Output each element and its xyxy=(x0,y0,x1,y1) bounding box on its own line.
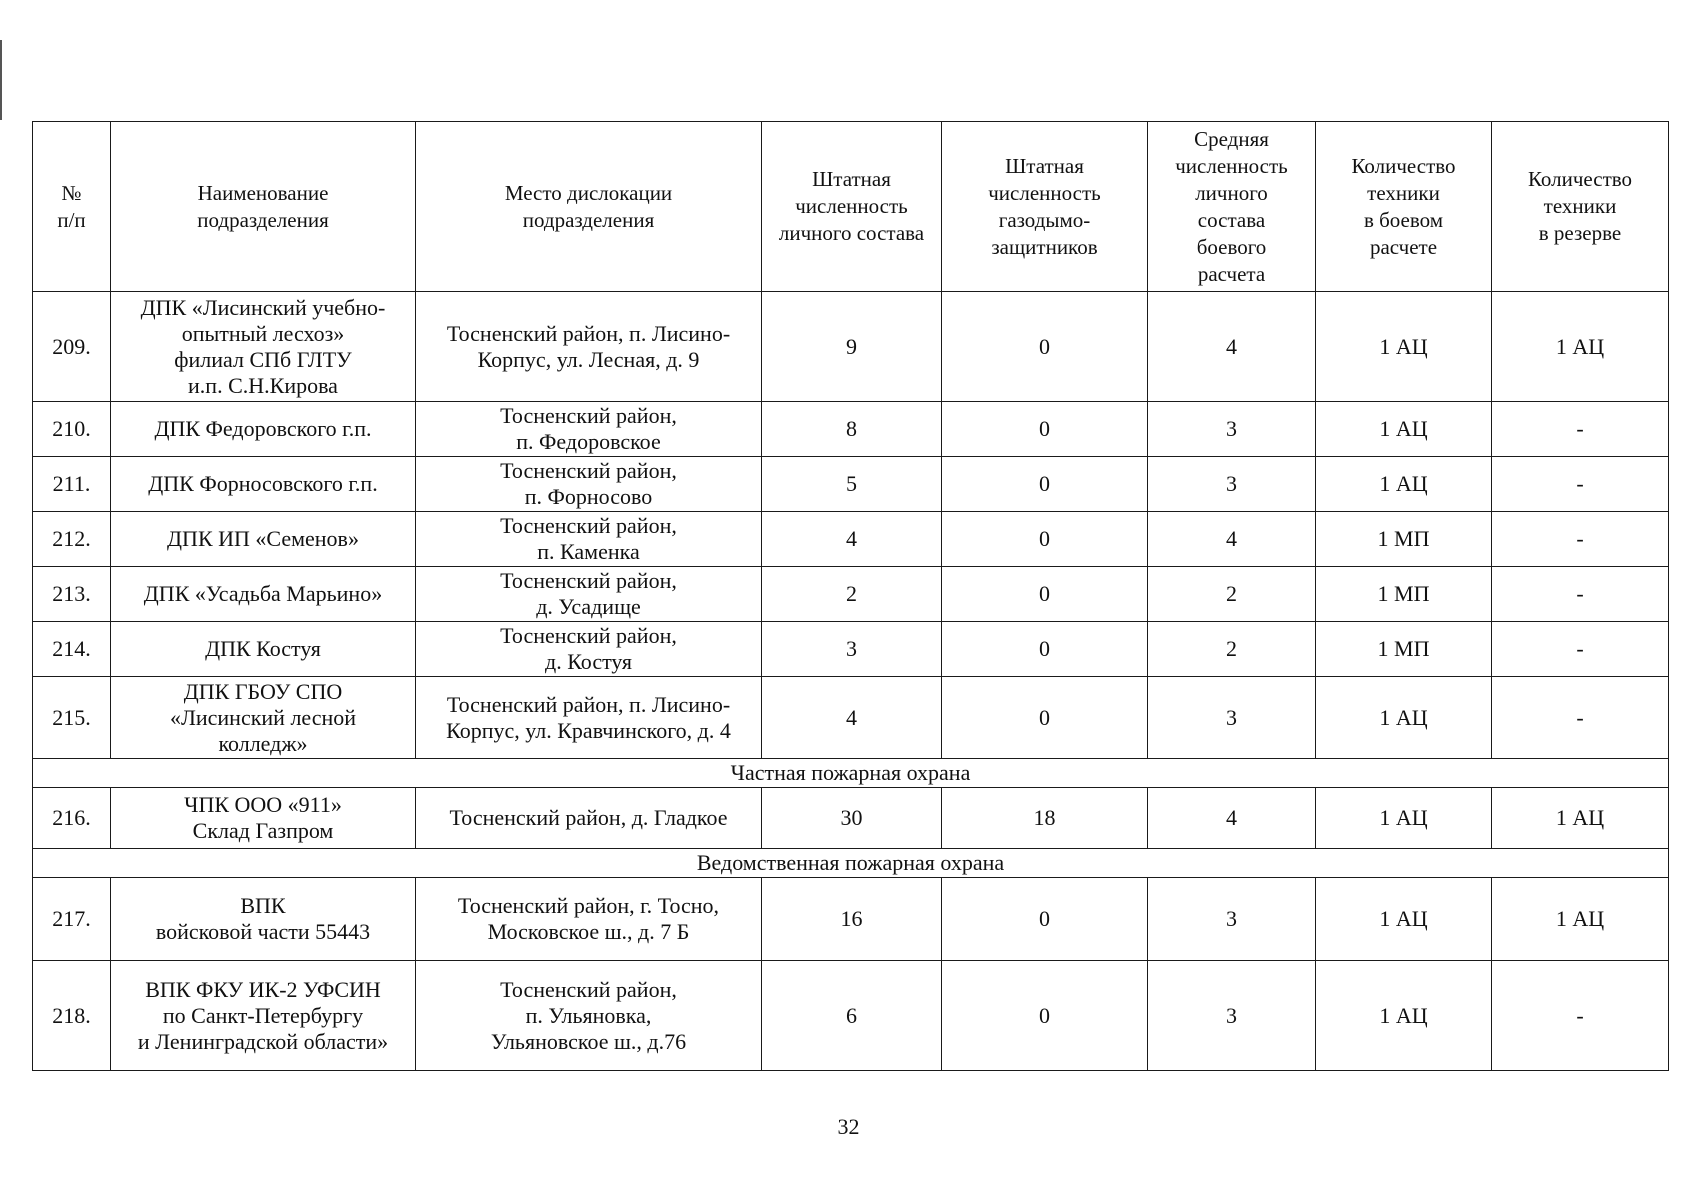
staff-count: 3 xyxy=(762,622,942,677)
unit-location-line: Тосненский район, xyxy=(500,458,677,483)
unit-location-line: Тосненский район, д. Гладкое xyxy=(449,805,728,830)
row-number: 217. xyxy=(33,878,111,961)
reserve-equipment: - xyxy=(1492,677,1669,759)
section-departmental-title: Ведомственная пожарная охрана xyxy=(33,849,1669,878)
staff-count: 4 xyxy=(762,677,942,759)
avg-crew-count: 3 xyxy=(1148,457,1316,512)
header-line: техники xyxy=(1367,180,1440,205)
unit-location-line: Корпус, ул. Лесная, д. 9 xyxy=(477,346,700,372)
staff-count: 5 xyxy=(762,457,942,512)
reserve-equipment: 1 АЦ xyxy=(1492,788,1669,849)
header-staff xyxy=(762,122,942,292)
unit-location xyxy=(416,878,762,961)
unit-location xyxy=(416,292,762,402)
combat-equipment: 1 АЦ xyxy=(1316,788,1492,849)
table-row xyxy=(33,292,1669,402)
row-number: 213. xyxy=(33,567,111,622)
unit-name-line: и Ленинградской области» xyxy=(137,1028,389,1054)
unit-location xyxy=(416,512,762,567)
section-departmental-row xyxy=(33,849,1669,878)
reserve-equipment: - xyxy=(1492,402,1669,457)
header-line: подразделения xyxy=(197,207,329,232)
header-location xyxy=(416,122,762,292)
header-line: подразделения xyxy=(522,207,655,232)
row-number: 211. xyxy=(33,457,111,512)
gas-protector-count: 0 xyxy=(942,677,1148,759)
staff-count: 2 xyxy=(762,567,942,622)
unit-location xyxy=(416,961,762,1071)
avg-crew-count: 2 xyxy=(1148,622,1316,677)
unit-location-line: Тосненский район, xyxy=(500,623,677,648)
header-line: Количество xyxy=(1351,153,1456,178)
header-combat-equipment xyxy=(1316,122,1492,292)
combat-equipment: 1 МП xyxy=(1316,622,1492,677)
unit-location-line: Тосненский район, п. Лисино- xyxy=(446,320,731,346)
header-line: в боевом xyxy=(1363,207,1444,232)
combat-equipment: 1 МП xyxy=(1316,512,1492,567)
unit-location-line: п. Каменка xyxy=(537,539,640,564)
header-line: № xyxy=(61,180,82,205)
header-line: расчета xyxy=(1197,261,1266,286)
gas-protector-count: 18 xyxy=(942,788,1148,849)
header-line: личного состава xyxy=(778,221,925,245)
row-number: 215. xyxy=(33,677,111,759)
staff-count: 16 xyxy=(762,878,942,961)
unit-name-line: ВПК xyxy=(240,893,286,918)
unit-name xyxy=(111,961,416,1071)
unit-name-line: войсковой части 55443 xyxy=(155,919,371,944)
unit-name-line: ДПК Форносовского г.п. xyxy=(148,471,378,496)
unit-location-line: Московское ш., д. 7 Б xyxy=(487,919,690,944)
staff-count: 30 xyxy=(762,788,942,849)
unit-location-line: п. Ульяновка, xyxy=(525,1002,652,1028)
unit-name xyxy=(111,292,416,402)
gas-protector-count: 0 xyxy=(942,961,1148,1071)
unit-location-line: Тосненский район, xyxy=(500,568,677,593)
combat-equipment: 1 МП xyxy=(1316,567,1492,622)
row-number: 210. xyxy=(33,402,111,457)
staff-count: 9 xyxy=(762,292,942,402)
unit-location-line: Ульяновское ш., д.76 xyxy=(490,1028,687,1054)
gas-protector-count: 0 xyxy=(942,457,1148,512)
unit-location-line: Тосненский район, п. Лисино- xyxy=(446,691,731,717)
header-line: п/п xyxy=(57,207,86,232)
reserve-equipment: - xyxy=(1492,512,1669,567)
unit-name-line: ЧПК ООО «911» xyxy=(184,792,342,817)
header-gas-protectors xyxy=(942,122,1148,292)
gas-protector-count: 0 xyxy=(942,512,1148,567)
header-line: численность xyxy=(988,180,1101,205)
header-line: состава xyxy=(1197,207,1266,232)
unit-location xyxy=(416,622,762,677)
header-line: численность xyxy=(1175,153,1288,178)
header-number xyxy=(33,122,111,292)
reserve-equipment: - xyxy=(1492,622,1669,677)
unit-location-line: Тосненский район, xyxy=(500,976,677,1002)
header-line: Штатная xyxy=(1005,153,1084,178)
page-number: 32 xyxy=(837,1114,860,1139)
scan-edge-mark xyxy=(0,40,2,120)
reserve-equipment: 1 АЦ xyxy=(1492,292,1669,402)
combat-equipment: 1 АЦ xyxy=(1316,961,1492,1071)
row-number: 216. xyxy=(33,788,111,849)
header-line: защитников xyxy=(991,234,1098,259)
avg-crew-count: 3 xyxy=(1148,402,1316,457)
unit-location-line: п. Форносово xyxy=(524,484,653,509)
unit-name-line: ДПК «Усадьба Марьино» xyxy=(143,581,383,606)
avg-crew-count: 2 xyxy=(1148,567,1316,622)
unit-name-line: ДПК Костуя xyxy=(205,636,321,661)
unit-name xyxy=(111,457,416,512)
table-row xyxy=(33,512,1669,567)
combat-equipment: 1 АЦ xyxy=(1316,677,1492,759)
unit-name xyxy=(111,788,416,849)
table-row xyxy=(33,878,1669,961)
staff-count: 4 xyxy=(762,512,942,567)
table-row xyxy=(33,622,1669,677)
header-avg-combat-crew xyxy=(1148,122,1316,292)
header-line: Место дислокации xyxy=(504,180,673,205)
unit-location xyxy=(416,402,762,457)
unit-location xyxy=(416,457,762,512)
header-row xyxy=(33,122,1669,292)
gas-protector-count: 0 xyxy=(942,878,1148,961)
unit-name-line: опытный лесхоз» xyxy=(181,320,345,346)
unit-name xyxy=(111,567,416,622)
header-reserve-equipment xyxy=(1492,122,1669,292)
reserve-equipment: - xyxy=(1492,961,1669,1071)
table-row xyxy=(33,457,1669,512)
unit-name xyxy=(111,402,416,457)
reserve-equipment: - xyxy=(1492,457,1669,512)
header-line: газодымо- xyxy=(998,207,1091,232)
row-number: 218. xyxy=(33,961,111,1071)
header-line: Наименование xyxy=(197,180,329,205)
section-private-row xyxy=(33,759,1669,788)
gas-protector-count: 0 xyxy=(942,402,1148,457)
unit-name xyxy=(111,622,416,677)
unit-name xyxy=(111,677,416,759)
header-line: в резерве xyxy=(1538,221,1622,245)
header-line: Количество xyxy=(1527,167,1633,191)
unit-name-line: по Санкт-Петербургу xyxy=(162,1002,364,1028)
header-line: боевого xyxy=(1196,234,1267,259)
unit-name-line: «Лисинский лесной xyxy=(169,704,357,730)
unit-location-line: д. Костуя xyxy=(545,649,632,674)
header-line: численность xyxy=(795,194,908,218)
table-row xyxy=(33,677,1669,759)
fire-units-table xyxy=(32,121,1669,1071)
table-row xyxy=(33,788,1669,849)
header-line: Штатная xyxy=(812,167,891,191)
gas-protector-count: 0 xyxy=(942,292,1148,402)
header-unit-name xyxy=(111,122,416,292)
unit-name-line: ДПК ИП «Семенов» xyxy=(167,526,359,551)
row-number: 209. xyxy=(33,292,111,402)
unit-name-line: ВПК ФКУ ИК-2 УФСИН xyxy=(145,976,381,1002)
header-line: расчете xyxy=(1369,234,1438,259)
header-line: Средняя xyxy=(1194,126,1269,151)
unit-location-line: д. Усадище xyxy=(536,594,641,619)
unit-name-line: ДПК «Лисинский учебно- xyxy=(140,294,386,320)
avg-crew-count: 3 xyxy=(1148,677,1316,759)
section-private-title: Частная пожарная охрана xyxy=(33,759,1669,788)
avg-crew-count: 4 xyxy=(1148,292,1316,402)
unit-name-line: ДПК Федоровского г.п. xyxy=(154,416,372,441)
combat-equipment: 1 АЦ xyxy=(1316,402,1492,457)
reserve-equipment: - xyxy=(1492,567,1669,622)
unit-location-line: п. Федоровское xyxy=(516,429,661,454)
combat-equipment: 1 АЦ xyxy=(1316,292,1492,402)
unit-location-line: Тосненский район, xyxy=(500,403,677,428)
unit-name-line: Склад Газпром xyxy=(192,818,334,843)
avg-crew-count: 4 xyxy=(1148,512,1316,567)
unit-name-line: ДПК ГБОУ СПО xyxy=(183,678,343,704)
avg-crew-count: 3 xyxy=(1148,961,1316,1071)
unit-name-line: колледж» xyxy=(218,730,308,756)
unit-location-line: Корпус, ул. Кравчинского, д. 4 xyxy=(446,717,731,743)
unit-name-line: филиал СПб ГЛТУ xyxy=(174,346,352,372)
unit-name-line: и.п. С.Н.Кирова xyxy=(188,372,338,398)
combat-equipment: 1 АЦ xyxy=(1316,878,1492,961)
table-row xyxy=(33,567,1669,622)
table-row xyxy=(33,402,1669,457)
combat-equipment: 1 АЦ xyxy=(1316,457,1492,512)
gas-protector-count: 0 xyxy=(942,567,1148,622)
avg-crew-count: 3 xyxy=(1148,878,1316,961)
staff-count: 8 xyxy=(762,402,942,457)
avg-crew-count: 4 xyxy=(1148,788,1316,849)
unit-location xyxy=(416,567,762,622)
unit-location xyxy=(416,677,762,759)
row-number: 214. xyxy=(33,622,111,677)
unit-name xyxy=(111,878,416,961)
reserve-equipment: 1 АЦ xyxy=(1492,878,1669,961)
unit-location-line: Тосненский район, xyxy=(500,513,677,538)
header-line: личного xyxy=(1195,180,1268,205)
unit-location xyxy=(416,788,762,849)
table-row xyxy=(33,961,1669,1071)
row-number: 212. xyxy=(33,512,111,567)
gas-protector-count: 0 xyxy=(942,622,1148,677)
header-line: техники xyxy=(1543,194,1617,218)
staff-count: 6 xyxy=(762,961,942,1071)
unit-location-line: Тосненский район, г. Тосно, xyxy=(457,893,720,918)
unit-name xyxy=(111,512,416,567)
